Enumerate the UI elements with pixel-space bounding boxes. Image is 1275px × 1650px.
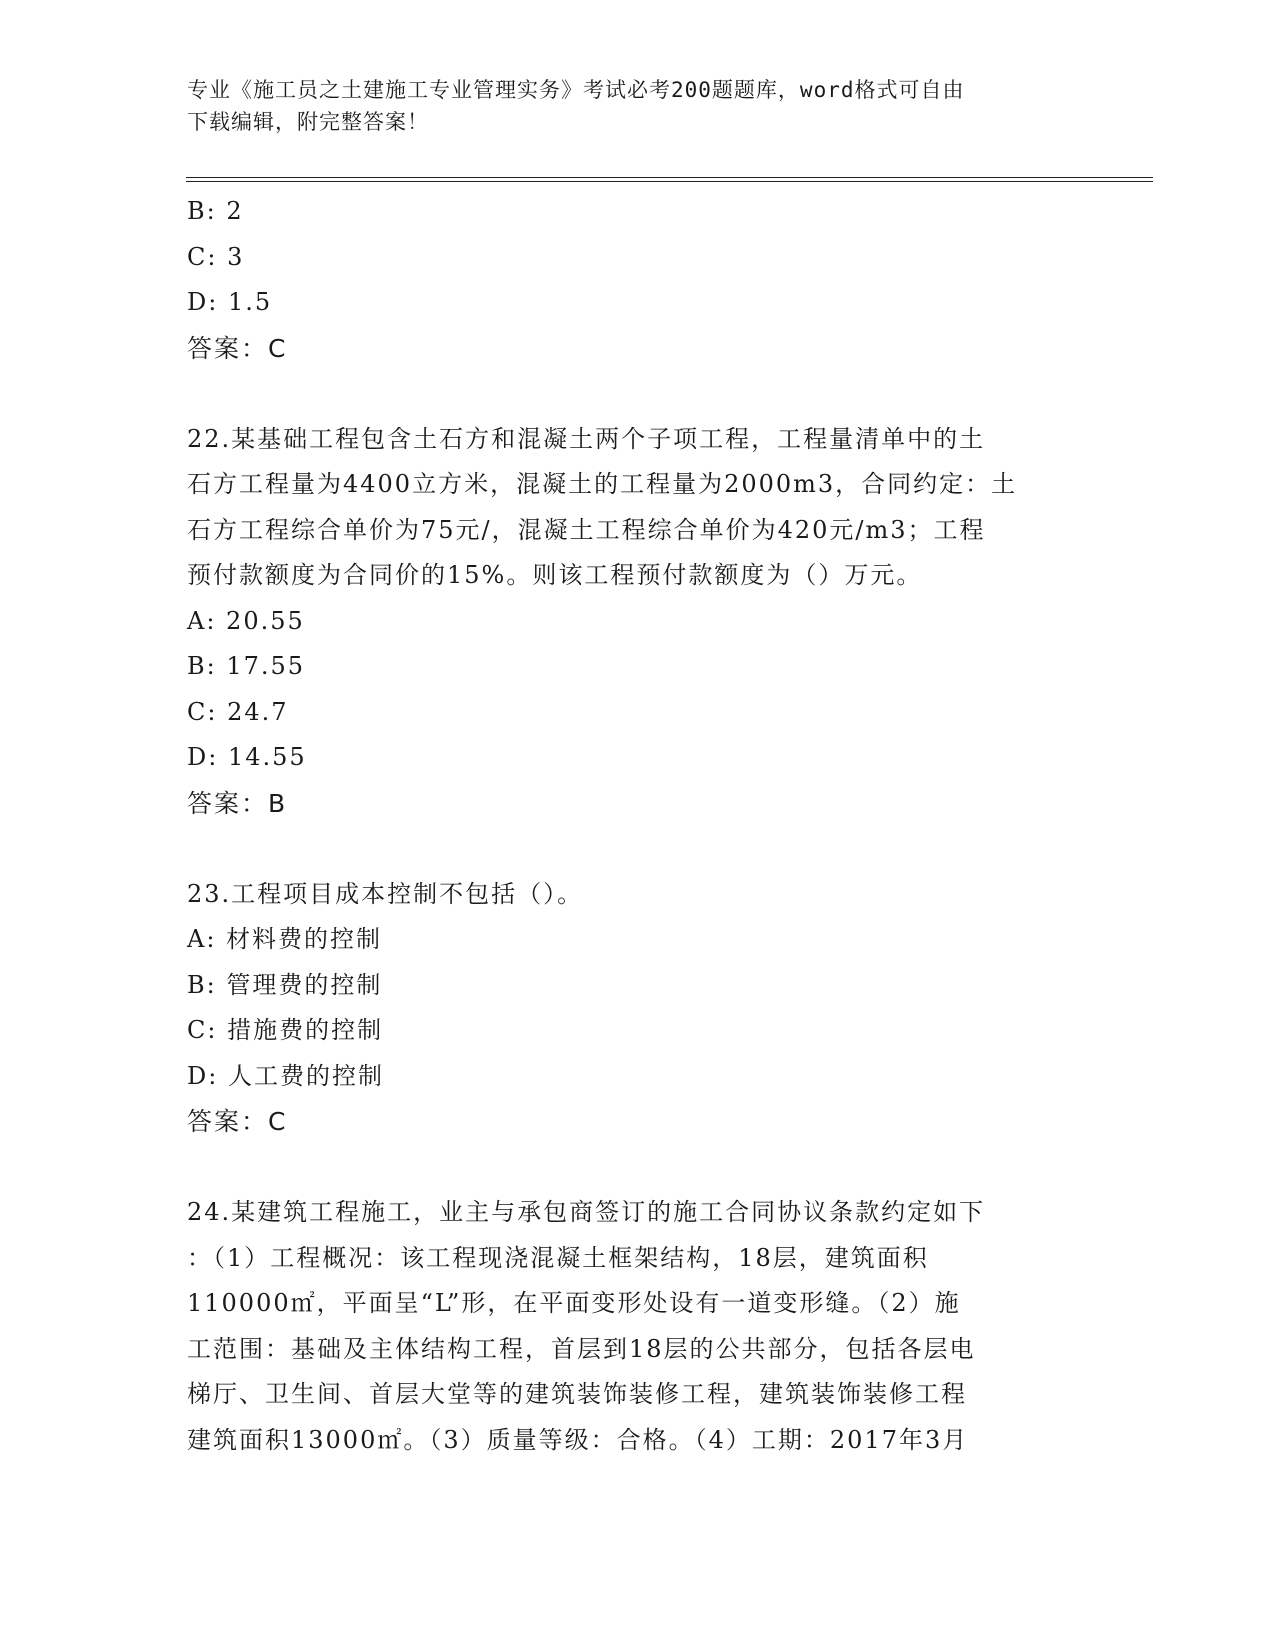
option-b: B: 17.55 — [187, 652, 306, 680]
header-divider-bottom — [186, 181, 1153, 182]
question-text-line: 石方工程量为4400立方米，混凝土的工程量为2000m3，合同约定：土 — [187, 470, 1018, 498]
option-b: B: 管理费的控制 — [187, 970, 383, 999]
option-c: C: 24.7 — [187, 697, 289, 726]
spacer — [187, 371, 1087, 417]
spacer — [187, 1145, 1087, 1191]
header-line-2: 下载编辑，附完整答案！ — [187, 110, 429, 134]
document-header — [187, 74, 1087, 138]
answer: 答案：C — [187, 333, 288, 363]
option-d: D: 人工费的控制 — [187, 1061, 384, 1090]
question-text-line: 预付款额度为合同价的15%。则该工程预付款额度为（）万元。 — [187, 561, 923, 589]
spacer — [187, 826, 1087, 872]
question-text-line: 23.工程项目成本控制不包括（）。 — [187, 879, 584, 908]
question-text-line: 建筑面积13000㎡。（3）质量等级：合格。（4）工期：2017年3月 — [187, 1425, 969, 1454]
option-c: C: 措施费的控制 — [187, 1016, 384, 1044]
header-divider-top — [186, 177, 1153, 178]
option-c: C: 3 — [187, 242, 245, 271]
question-22 — [187, 417, 1087, 827]
question-text-line: 梯厅、卫生间、首层大堂等的建筑装饰装修工程，建筑装饰装修工程 — [187, 1380, 967, 1408]
header-line-1: 专业《施工员之土建施工专业管理实务》考试必考200题题库，word格式可自由 — [187, 78, 965, 102]
question-text-line: 工范围：基础及主体结构工程，首层到18层的公共部分，包括各层电 — [187, 1334, 976, 1363]
question-text-line: 22.某基础工程包含土石方和混凝土两个子项工程，工程量清单中的土 — [187, 424, 986, 453]
option-a: A: 材料费的控制 — [187, 925, 383, 953]
question-text-line: 石方工程综合单价为75元/，混凝土工程综合单价为420元/m3；工程 — [187, 515, 986, 544]
option-d: D: 14.55 — [187, 743, 307, 771]
question-text-line: 24.某建筑工程施工，业主与承包商签订的施工合同协议条款约定如下 — [187, 1198, 986, 1226]
answer: 答案：C — [187, 1107, 288, 1136]
option-b: B: 2 — [187, 197, 244, 225]
question-24 — [187, 1190, 1087, 1463]
option-a: A: 20.55 — [187, 606, 305, 635]
question-text-line: 110000㎡，平面呈“L”形，在平面变形处设有一道变形缝。（2）施 — [187, 1289, 961, 1317]
answer: 答案：B — [187, 788, 288, 818]
question-text-line: ：（1）工程概况：该工程现浇混凝土框架结构，18层，建筑面积 — [187, 1243, 929, 1272]
question-23 — [187, 872, 1087, 1145]
option-d: D: 1.5 — [187, 288, 273, 316]
question-21-tail — [187, 189, 1087, 371]
question-content — [187, 189, 1087, 1463]
